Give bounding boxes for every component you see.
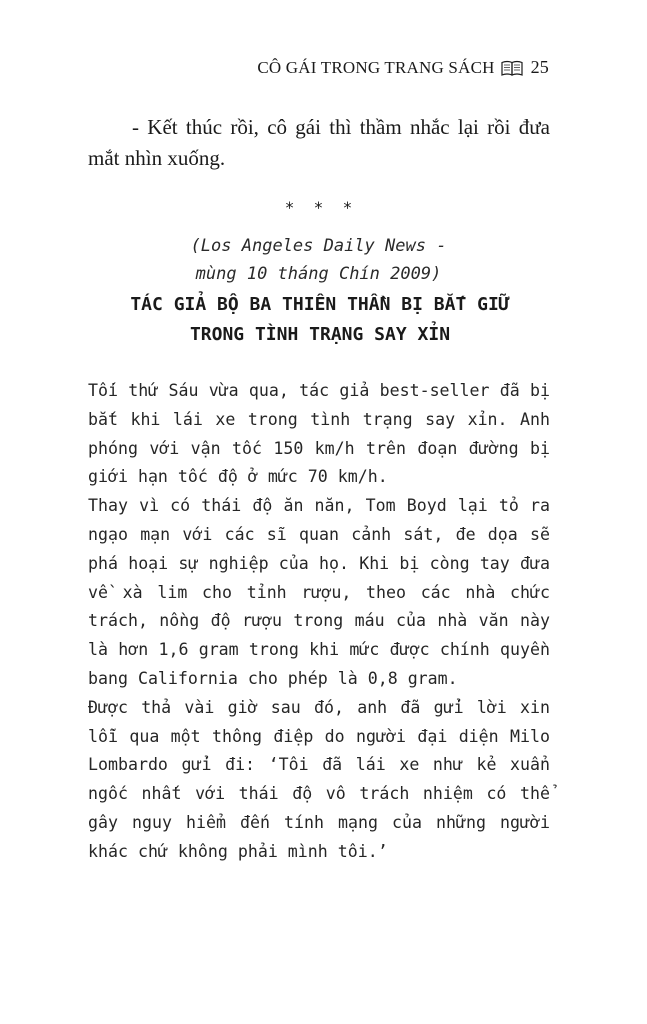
article-headline <box>60 290 580 350</box>
headline-line-1: TÁC GIẢ BỘ BA THIÊN THẦN BỊ BẮT GIỮ <box>130 294 510 315</box>
headline-line-2: TRONG TÌNH TRẠNG SAY XỈN <box>189 324 451 345</box>
article-paragraph: Tối thứ Sáu vừa qua, tác giả best-seller đã bị bắt khi lái xe trong tình trạng say xỉn. Anh phóng với vận tốc 150 km/h trên đoạn đường bị giới hạn tốc độ ở mức 70 km/h. <box>88 381 550 487</box>
source-line-1: (Los Angeles Daily News - <box>190 236 447 256</box>
intro-text: - Kết thúc rồi, cô gái thì thầm nhắc lại rồi đưa mắt nhìn xuống. <box>88 115 550 170</box>
open-book-icon <box>501 60 523 76</box>
book-title: CÔ GÁI TRONG TRANG SÁCH <box>257 57 495 77</box>
section-divider: * * * <box>284 198 353 217</box>
running-header <box>257 57 549 78</box>
page-number: 25 <box>530 57 549 77</box>
article-paragraph: Được thả vài giờ sau đó, anh đã gửi lời xin lỗi qua một thông điệp do người đại diện Milo Lombardo gửi đi: ‘Tôi đã lái xe như kẻ xuẩn ngốc nhất với thái độ vô trách nhiệm có thể gây nguy hiểm đến tính mạng của những người khác chứ không phải mình tôi.’ <box>88 697 550 861</box>
article-paragraph: Thay vì có thái độ ăn năn, Tom Boyd lại tỏ ra ngạo mạn với các sĩ quan cảnh sát, đe dọa sẽ phá hoại sự nghiệp của họ. Khi bị còng tay đưa về xà lim cho tỉnh rượu, theo các nhà chức trách, nồng độ rượu trong máu của nhà văn này là hơn 1,6 gram trong khi mức được chính quyền bang California cho phép là 0,8 gram. <box>88 496 550 688</box>
intro-paragraph <box>88 112 550 174</box>
source-line-2: mùng 10 tháng Chín 2009) <box>195 264 442 284</box>
article-source <box>0 232 637 288</box>
article-body <box>88 377 550 867</box>
